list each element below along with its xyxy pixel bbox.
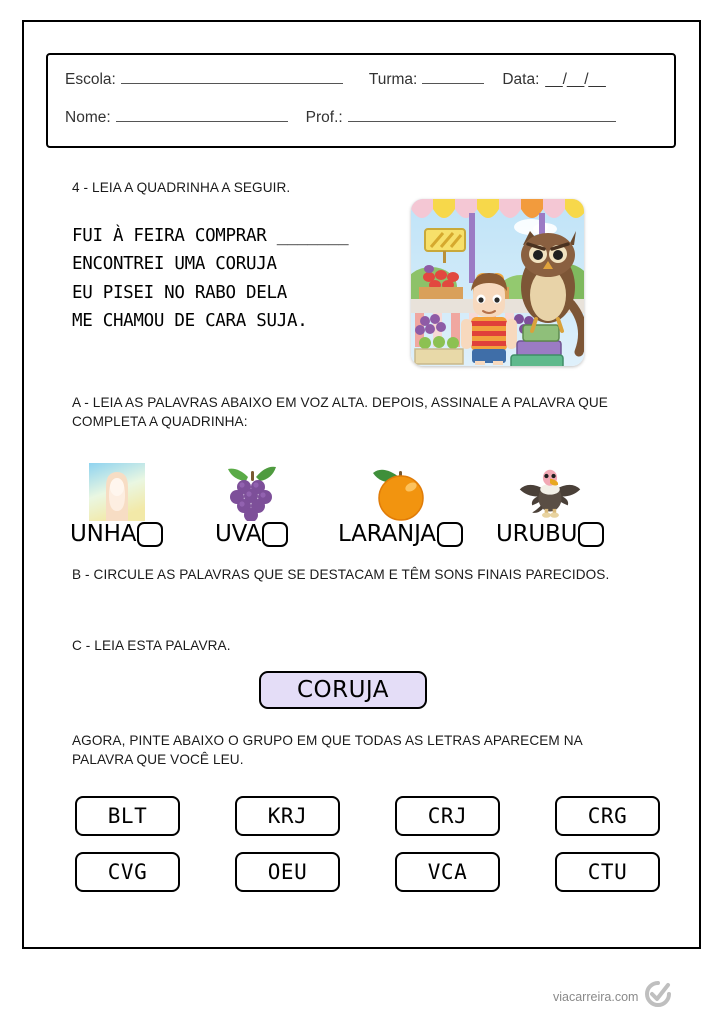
nome-input-line[interactable] [116, 109, 288, 122]
coruja-word: CORUJA [296, 677, 390, 703]
grapes-icon [220, 463, 284, 521]
student-identification-box [46, 53, 676, 148]
orange-fruit-icon [368, 463, 432, 521]
escola-label: Escola: [65, 71, 116, 88]
market-scene-illustration [411, 199, 584, 366]
option-word-laranja: LARANJA [338, 521, 436, 547]
option-word-unha: UNHA [70, 521, 137, 547]
letter-group-box[interactable] [555, 796, 660, 836]
letter-group-text: CTU [587, 860, 628, 884]
option-word-uva: UVA [215, 521, 262, 547]
letter-group-text: CRG [587, 804, 628, 828]
letter-group-box[interactable] [75, 852, 180, 892]
poem-line-3: EU PISEI NO RABO DELA [72, 282, 287, 303]
footer-watermark [553, 981, 671, 1012]
footer-site-text: viacarreira.com [553, 989, 639, 1004]
turma-label: Turma: [368, 71, 418, 88]
checkbox-uva[interactable] [262, 522, 288, 547]
letter-group-box[interactable] [235, 796, 340, 836]
letter-group-text: OEU [267, 860, 308, 884]
escola-input-line[interactable] [121, 71, 343, 84]
item-a-instruction: A - LEIA AS PALAVRAS ABAIXO EM VOZ ALTA. DEPOIS, ASSINALE A PALAVRA QUE COMPLETA A QUADRINHA: [72, 395, 608, 430]
item-c-instruction: C - LEIA ESTA PALAVRA. [72, 638, 231, 653]
paint-group-instruction: AGORA, PINTE ABAIXO O GRUPO EM QUE TODAS AS LETRAS APARECEM NA PALAVRA QUE VOCÊ LEU. [72, 733, 583, 768]
option-word-urubu: URUBU [496, 521, 578, 547]
poem-line-1: FUI À FEIRA COMPRAR _______ [72, 226, 349, 246]
header-row-second [65, 109, 616, 127]
coruja-word-box [259, 671, 427, 709]
exercise-4-title: 4 - LEIA A QUADRINHA A SEGUIR. [72, 180, 291, 195]
turma-input-line[interactable] [422, 71, 484, 84]
letter-groups-grid [75, 796, 660, 892]
letter-group-text: KRJ [267, 804, 308, 828]
letter-group-box[interactable] [395, 852, 500, 892]
option-uva[interactable] [215, 463, 288, 547]
fingernail-icon [85, 463, 149, 521]
quadrinha-poem [72, 222, 402, 335]
header-row-first [65, 71, 606, 89]
letter-group-box[interactable] [555, 852, 660, 892]
letter-group-box[interactable] [395, 796, 500, 836]
data-input-slots[interactable]: __/__/__ [545, 71, 606, 88]
letter-group-text: BLT [107, 804, 148, 828]
item-b-instruction: B - CIRCULE AS PALAVRAS QUE SE DESTACAM E TÊM SONS FINAIS PARECIDOS. [72, 567, 610, 582]
letter-group-text: CRJ [427, 804, 468, 828]
checkbox-unha[interactable] [137, 522, 163, 547]
option-unha[interactable] [70, 463, 163, 547]
nome-label: Nome: [65, 109, 111, 126]
poem-line-2: ENCONTREI UMA CORUJA [72, 254, 277, 275]
check-circle-icon [645, 981, 671, 1012]
poem-line-4: ME CHAMOU DE CARA SUJA. [72, 311, 308, 332]
checkbox-urubu[interactable] [578, 522, 604, 547]
vulture-icon [518, 463, 582, 521]
option-laranja[interactable] [338, 463, 463, 547]
letter-group-text: CVG [107, 860, 148, 884]
letter-group-box[interactable] [75, 796, 180, 836]
prof-input-line[interactable] [348, 109, 616, 122]
checkbox-laranja[interactable] [437, 522, 463, 547]
word-options-row [70, 442, 670, 547]
option-urubu[interactable] [496, 463, 604, 547]
prof-label: Prof.: [305, 109, 343, 126]
letter-group-box[interactable] [235, 852, 340, 892]
letter-group-text: VCA [427, 860, 468, 884]
data-label: Data: [502, 71, 540, 88]
